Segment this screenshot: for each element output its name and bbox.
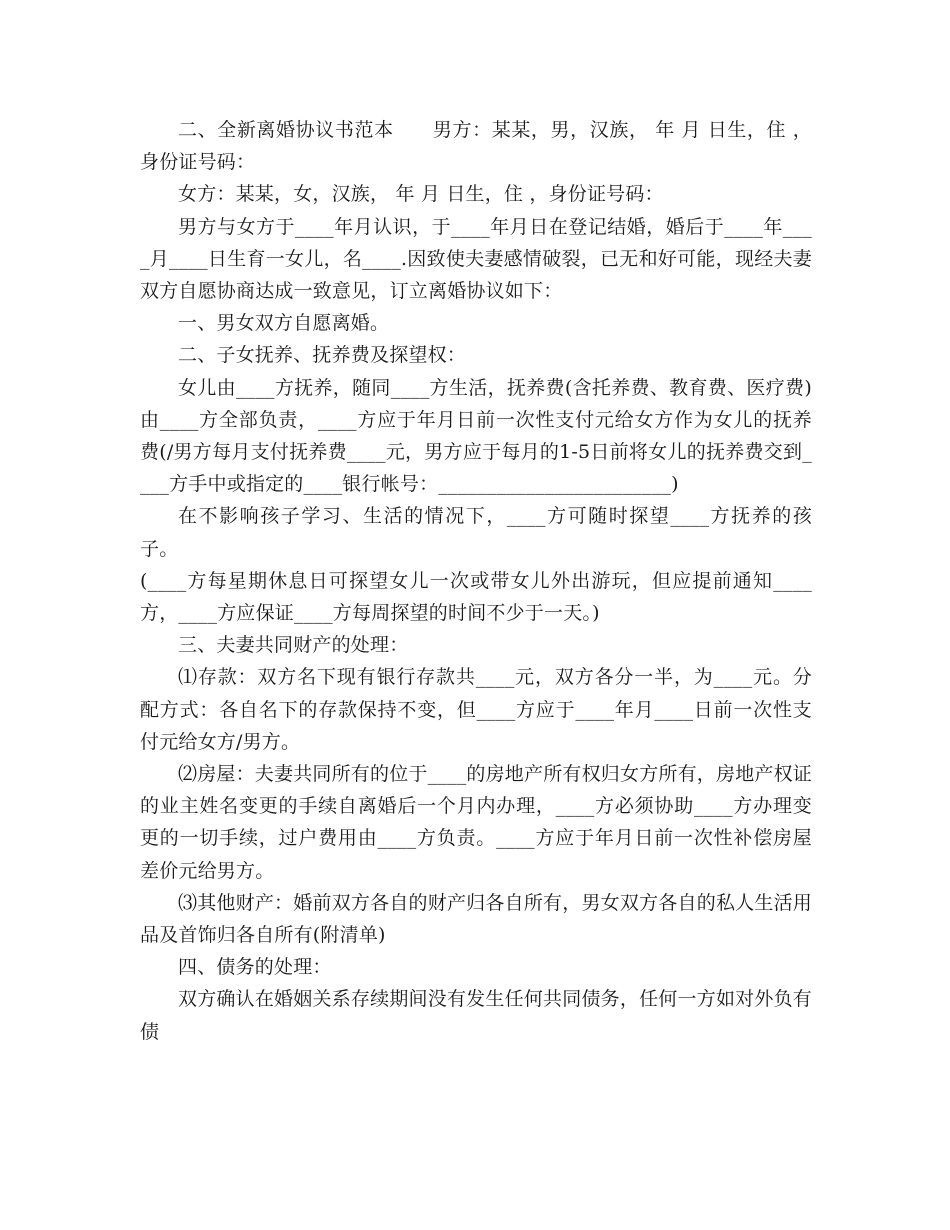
- document-body: [140, 114, 812, 1048]
- housing-paragraph: ⑵房屋：夫妻共同所有的位于____的房地产所有权归女方所有，房地产权证的业主姓名变更的手续自离婚后一个月内办理，____方必须协助____方办理变更的一切手续，过户费用由____方负责。____方应于年月日前一次性补偿房屋差价元给男方。: [140, 763, 813, 882]
- female-party-paragraph: 女方：某某，女，汉族， 年 月 日生，住 ，身份证号码：: [178, 183, 664, 206]
- clause-four-heading: 四、债务的处理：: [178, 956, 332, 979]
- visitation-note-paragraph: (____方每星期休息日可探望女儿一次或带女儿外出游玩，但应提前通知____方，____方应保证____方每周探望的时间不少于一天。): [140, 569, 812, 625]
- debt-paragraph: 双方确认在婚姻关系存续期间没有发生任何共同债务，任何一方如对外负有债: [140, 988, 812, 1043]
- custody-paragraph: 女儿由____方抚养，随同____方生活，抚养费(含托养费、教育费、医疗费)由____方全部负责，____方应于年月日前一次性支付元给女方作为女儿的抚养费(/男方每月支付抚养费____元，男方应于每月的1-5日前将女儿的抚养费交到____方手中或指定的____银行帐号：________________________): [140, 376, 812, 496]
- clause-three-heading: 三、夫妻共同财产的处理：: [178, 634, 409, 657]
- deposit-paragraph: ⑴存款：双方名下现有银行存款共____元，双方各分一半，为____元。分配方式：各自名下的存款保持不变，但____方应于____年月____日前一次性支付元给女方/男方。: [140, 666, 812, 753]
- clause-two-heading: 二、子女抚养、抚养费及探望权：: [178, 344, 467, 367]
- marriage-background-paragraph: 男方与女方于____年月认识，于____年月日在登记结婚，婚后于____年____月____日生育一女儿，名____.因致使夫妻感情破裂，已无和好可能，现经夫妻双方自愿协商达成一致意见，订立离婚协议如下：: [140, 215, 812, 303]
- clause-one-paragraph: 一、男女双方自愿离婚。: [178, 312, 390, 335]
- other-property-paragraph: ⑶其他财产：婚前双方各自的财产归各自所有，男女双方各自的私人生活用品及首饰归各自所有(附清单): [140, 891, 812, 947]
- visitation-paragraph: 在不影响孩子学习、生活的情况下，____方可随时探望____方抚养的孩子。: [140, 505, 812, 560]
- section-heading-paragraph: 二、全新离婚协议书范本 男方：某某，男，汉族， 年 月 日生，住 ，身份证号码：: [140, 119, 812, 174]
